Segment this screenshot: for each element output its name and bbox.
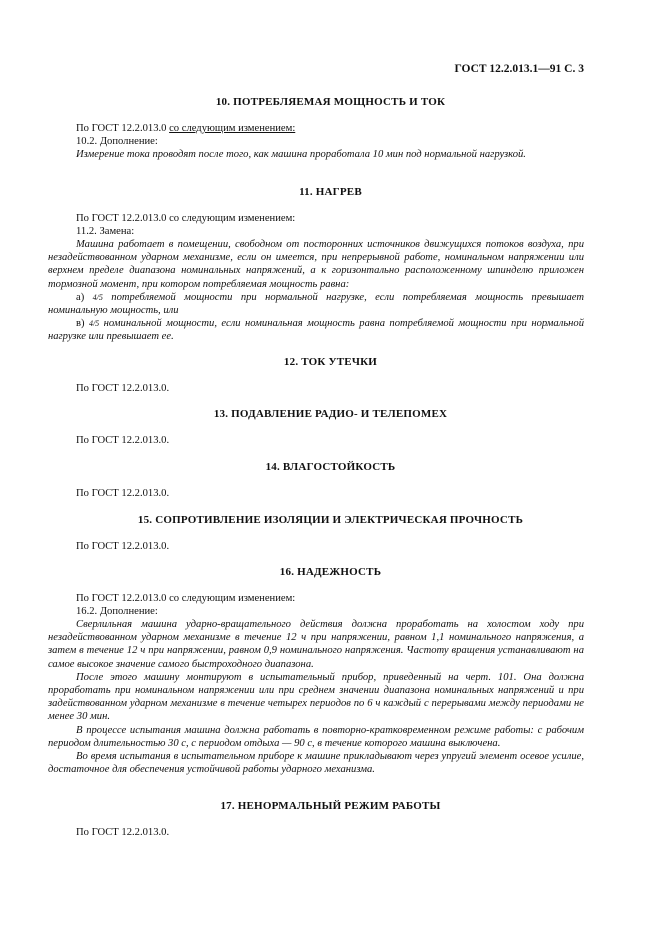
section-10-title: 10. ПОТРЕБЛЯЕМАЯ МОЩНОСТЬ И ТОК (215, 96, 446, 108)
section-16-paragraph-2: После этого машину монтируют в испытательный прибор, приведенный на черт. 101. Она должна проработать при номинальном напряжении или при среднем значении диапазона номинальных напряжений и при задействованном ударном механизме в течение четырех периодов по 6 ч каждый с перерывами между периодами не менее 30 мин. (48, 671, 584, 723)
section-10-ref (76, 122, 295, 135)
section-14-title: 14. ВЛАГОСТОЙКОСТЬ (265, 461, 396, 473)
section-12-title: 12. ТОК УТЕЧКИ (283, 356, 378, 368)
section-16-title: 16. НАДЕЖНОСТЬ (279, 566, 382, 578)
section-10-text: Измерение тока проводят после того, как машина проработала 10 мин под нормальной нагрузкой. (76, 149, 526, 160)
section-11-text: Машина работает в помещении, свободном от посторонних источников движущихся потоков воздуха, при незадействованном ударном механизме, если он имеется, при непрерывной работе, номинальном напряжении или верхнем пределе диапазона номинальных напряжений, а к горизонтально расположенному шпинделю приложен тормозной момент, при котором потребляемая мощность равна: (48, 239, 584, 290)
section-13-title: 13. ПОДАВЛЕНИЕ РАДИО- И ТЕЛЕПОМЕХ (213, 408, 448, 420)
section-15-ref: По ГОСТ 12.2.013.0. (76, 541, 170, 552)
section-15-title: 15. СОПРОТИВЛЕНИЕ ИЗОЛЯЦИИ И ЭЛЕКТРИЧЕСКАЯ ПРОЧНОСТЬ (137, 514, 524, 526)
section-14-ref: По ГОСТ 12.2.013.0. (76, 488, 170, 499)
section-13-ref: По ГОСТ 12.2.013.0. (76, 435, 170, 446)
section-16-ref: По ГОСТ 12.2.013.0 со следующим изменением: (76, 593, 296, 604)
section-17-title: 17. НЕНОРМАЛЬНЫЙ РЕЖИМ РАБОТЫ (220, 800, 441, 812)
section-11-ref: По ГОСТ 12.2.013.0 со следующим изменением: (76, 213, 296, 224)
item-b-label: в) (76, 318, 85, 330)
section-11-item-a (48, 291, 584, 317)
section-11-body (48, 238, 584, 344)
item-b-fraction: 4/5 (88, 319, 100, 329)
section-16-body (48, 618, 584, 776)
item-a-label: а) (76, 291, 85, 303)
item-a-fraction: 4/5 (92, 292, 103, 302)
item-a-text: потребляемой мощности при нормальной нагрузке, если потребляемая мощность превышает номинальную мощность, или (48, 291, 584, 317)
section-10-ref-prefix: По ГОСТ 12.2.013.0 (76, 123, 167, 134)
section-16-item: 16.2. Дополнение: (76, 606, 158, 617)
page-header: ГОСТ 12.2.013.1—91 С. 3 (454, 63, 584, 75)
section-16-paragraph-1: Сверлильная машина ударно-вращательного действия должна проработать на холостом ходу при незадействованном ударном механизме в течение 12 ч при напряжении, равном 1,1 номинального напряжения, а затем в течение 12 ч при напряжении, равном 0,9 номинального напряжения. Частоту вращения устанавливают на самое высокое значение самого быстроходного диапазона. (48, 619, 584, 670)
section-11-item: 11.2. Замена: (76, 226, 135, 237)
section-10-ref-suffix: со следующим изменением: (169, 123, 296, 134)
section-17-ref: По ГОСТ 12.2.013.0. (76, 827, 170, 838)
section-11-title: 11. НАГРЕВ (299, 186, 362, 198)
section-16-paragraph-3: В процессе испытания машина должна работать в повторно-кратковременном режиме работы: с рабочим периодом длительностью 30 с, с периодом отдыха — 90 с, в течение которого машина выключена. (48, 724, 584, 749)
item-b-text: номинальной мощности, если номинальная мощность равна потребляемой мощности при нормальной нагрузке или превышает ее. (48, 318, 584, 343)
section-10-item: 10.2. Дополнение: (76, 136, 158, 147)
section-16-paragraph-4: Во время испытания в испытательном приборе к машине прикладывают через упругий элемент осевое усилие, достаточное для обеспечения устойчивой работы ударного механизма. (48, 751, 584, 776)
section-12-ref: По ГОСТ 12.2.013.0. (76, 383, 170, 394)
section-11-item-b (48, 317, 584, 343)
